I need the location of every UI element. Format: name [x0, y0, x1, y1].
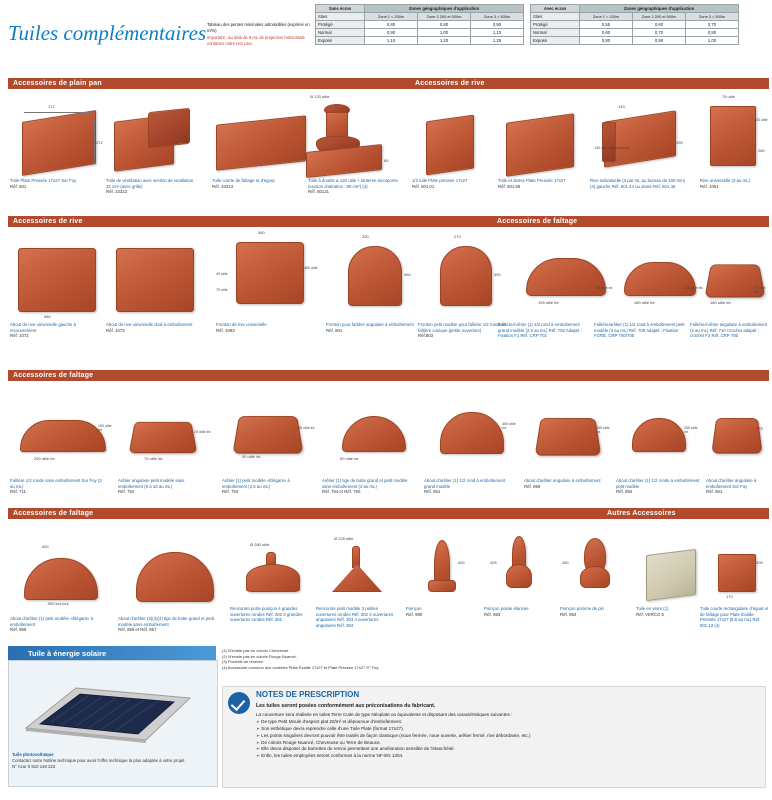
product-caption-861 [706, 478, 770, 495]
dim-label: 335 utile int. [596, 426, 610, 434]
product-ref: Réf. 753 [222, 489, 239, 495]
product-image-50144 [588, 92, 698, 178]
solar-caption-title: Tuile photovoltaïque [12, 752, 54, 757]
product-ref: Réf. 856 et Réf. 857 [118, 627, 157, 633]
notes-item-text: Elle devra disposer de barrettes de renvoi permettant une amélioration sensible de l'étanchéité. [261, 746, 455, 752]
product-ref: Réf. 501.01 [412, 183, 435, 189]
product-image-856 [120, 526, 230, 612]
notes-item-text: De type Petit Moule d'aspect plat 20/m² et dépourvue d'emboîtement. [261, 718, 403, 724]
product-caption-1051 [700, 178, 768, 189]
notes-item-text: Les points singuliers devront pouvoir être traités de façon classique (noue fermée, noue ouverte, arêtier fermé, rive débordante, etc.) [261, 732, 531, 738]
dim-label: 180 utile int. [710, 300, 732, 305]
product-image-803 [420, 228, 510, 320]
footnote-4: (4) Accessoire commun aux modèles Plate Écaille 17x27 et Plate Pressée 17x27 S° Foy. [222, 664, 380, 670]
product-image-710 [700, 230, 770, 322]
table-sans-title: Sans écran [316, 5, 365, 13]
dim-label: 230 utile [754, 118, 768, 122]
cell: 0,90 [365, 29, 418, 37]
product-image-983 [484, 522, 560, 614]
dim-label: 40 utile int. [242, 454, 262, 459]
section-bar-rive-1: Accessoires de rive [410, 78, 769, 89]
dim-label: Ø 120 utile [310, 94, 330, 99]
dim-label: 140 utile devant tenon [594, 146, 630, 150]
product-ref: Réf.803 [418, 333, 434, 339]
pente-note-heading: Tableau des pentes minimales admissibles (exprimé en m/m) [207, 22, 310, 33]
product-name: Tuile en verre (1) [636, 606, 669, 611]
cell: 0,70 [633, 29, 686, 37]
product-caption-700 [594, 322, 686, 339]
table-sans-colhead: Sites [316, 13, 365, 21]
table-row [531, 37, 739, 45]
product-name: About d'arêtier angulaire à emboîtement [524, 478, 601, 483]
cell: 0,80 [418, 21, 471, 29]
product-image-711 [10, 386, 116, 476]
product-ref: Réf. 983 [484, 611, 501, 617]
product-name: Tuile courte de faîtage et d'égout [212, 178, 275, 183]
product-name: Fronton pour faîtière angulaire à emboîtement [326, 322, 414, 327]
product-ref: Réf. 984 [560, 611, 577, 617]
product-ref: Réf. 1083 [216, 327, 235, 333]
product-image-980 [406, 522, 482, 614]
product-ref: Réf. 501 [10, 183, 27, 189]
table-avec-col-3: Zone 3 > 500m [686, 13, 739, 21]
page-title: Tuiles complémentaires [8, 21, 207, 45]
product-ref: Réf. 861 [706, 489, 723, 495]
table-row [531, 29, 739, 37]
cell: 0,90 [633, 37, 686, 45]
notes-item: ➢ De coloris Rouge Nuancé, Chevreuse ou Terre de Beauce. [256, 739, 381, 745]
dim-label: 205 [756, 560, 763, 565]
table-sans-group: Zones géographiques d'application [365, 5, 524, 13]
product-image-702 [512, 230, 618, 322]
section-bar-faitage-1: Accessoires de faîtage [492, 216, 769, 227]
cell: 0,55 [580, 21, 633, 29]
product-image-1073 [108, 232, 204, 320]
product-caption-50131 [308, 178, 404, 195]
footnote-2: (2) N'existe pas en coloris Rouge Nuancé. [222, 653, 297, 659]
product-ref: Réf. 754 et Réf. 755 [322, 489, 361, 495]
product-name: About d'arêtier (2)(3)(4) tige de botte grand et petit modèle sans emboîtement [118, 616, 214, 627]
dim-label: 275 [756, 426, 763, 431]
solar-section-header: Tuile à énergie solaire [8, 646, 216, 660]
product-caption-50144 [590, 178, 690, 189]
section-bar-rive-2: Accessoires de rive [8, 216, 493, 227]
product-caption-verco6 [636, 606, 702, 617]
product-caption-710 [690, 322, 770, 339]
dim-label: 200 utile int. [34, 456, 56, 461]
cell: 0,80 [365, 21, 418, 29]
product-caption-753 [222, 478, 314, 495]
product-name: Tuile courte rectangulaire d'égout et de faîtage pour Plate Écaille Pressée 17x27 [5,8 au mL] Réf. 501.13 (4) [700, 606, 769, 628]
product-caption-711 [10, 478, 102, 495]
product-image-1051 [700, 92, 768, 178]
product-image-752 [118, 386, 218, 476]
product-name: Arêtier (1) tige de botte grand et petit modèle sans emboîtement (4 au mL) [322, 478, 408, 489]
table-avec-col-2: Zone 2 200 et 500m [633, 13, 686, 21]
dim-label: Ø 225 utile [334, 536, 354, 541]
product-name: Tuile et demie Plate Pressée 17x27 [498, 178, 566, 183]
product-image-801 [326, 228, 418, 320]
product-image-753 [222, 386, 322, 476]
product-name: Faîtière/Arêtier angulaire à emboîtement (3 au mL) Réf. 710 Crochet adapté : crochet F3 Réf. CRP 705 [690, 322, 768, 339]
solar-panel-image [18, 672, 198, 744]
notes-item: ➢ De type Petit Moule d'aspect plat 20/m² et dépourvue d'emboîtement. [256, 718, 403, 724]
product-name: Fronton de rive universelle [216, 322, 267, 327]
table-row [531, 21, 739, 29]
product-caption-33322 [106, 178, 198, 195]
dim-label: 360 [258, 230, 265, 235]
dim-label: 77 utile int. [754, 286, 766, 294]
dim-label: 460 utile [304, 266, 318, 270]
dim-label: 260 [758, 148, 765, 153]
dim-label: 425 [490, 560, 497, 565]
product-ref: Réf. 801 [326, 327, 343, 333]
product-name: About d'arêtier (1) 1/2 ronde à emboîtement petit modèle [616, 478, 700, 489]
dim-label: 400 [42, 544, 49, 549]
product-caption-851 [424, 478, 516, 495]
cell: 0,90 [471, 21, 524, 29]
cell: 0,80 [580, 37, 633, 45]
product-caption-702 [498, 322, 590, 339]
notes-item-text: Enfin, les tuiles employées seront conformes à la norme NF-EN 1304. [261, 753, 404, 759]
product-caption-856 [118, 616, 214, 633]
product-name: Tuile Plate Pressée 17x27 Sur Foy [10, 178, 77, 183]
product-name: Rencontre porte poinçon 4 grandes ouvertures rondes Réf. 302 3 grandes ouvertures rondes Réf. 301 [230, 606, 303, 623]
dim-label: 350 [494, 272, 501, 277]
product-image-984 [560, 522, 638, 614]
product-name: Rive universelle (3 au mL) [700, 178, 750, 183]
product-ref: Réf. VERCO 6 [636, 611, 664, 617]
product-caption-855 [10, 616, 102, 633]
product-name: Poinçon [406, 606, 422, 611]
pente-table-note [207, 22, 311, 47]
product-name: Poinçon pointe élancée [484, 606, 529, 611]
cell: 1,25 [471, 37, 524, 45]
product-caption-50101 [412, 178, 492, 189]
product-caption-754 [322, 478, 414, 495]
product-caption-752 [118, 478, 210, 495]
section-bar-plain-pan: Accessoires de plain pan [8, 78, 411, 89]
table-row [316, 37, 524, 45]
product-caption-859 [524, 478, 612, 489]
product-caption-980 [406, 606, 476, 617]
product-name: About d'arêtier (1) petit modèle «Élégant» à emboîtement [10, 616, 93, 627]
notes-item-text: Son esthétique devra reprendre celle d'une Tuile Plate (format 17x27). [261, 725, 404, 731]
product-image-700 [612, 230, 708, 322]
section-bar-autres: Autres Accessoires [602, 508, 769, 519]
dim-label: 70 utile int. [144, 456, 164, 461]
dim-label: 290 [362, 234, 369, 239]
product-image-861 [706, 386, 770, 476]
product-caption-50113 [700, 606, 770, 628]
product-ref: Réf. 33322 [106, 189, 128, 195]
notes-body [256, 712, 756, 760]
product-image-302 [232, 526, 324, 612]
section-bar-faitage-2: Accessoires de faîtage [8, 370, 769, 381]
notes-item: ➢ Enfin, les tuiles employées seront conformes à la norme NF-EN 1304. [256, 753, 404, 759]
product-caption-983 [484, 606, 554, 617]
cell: 1,20 [418, 37, 471, 45]
dim-label: 50 utile int. [340, 456, 360, 461]
table-avec-ecran [530, 4, 739, 45]
product-ref: Réf. 850 [616, 489, 633, 495]
dim-label: 270 [454, 234, 461, 239]
dim-label: 450 [562, 560, 569, 565]
product-ref: Réf. 851 [424, 489, 441, 495]
product-ref: Réf. 859 [524, 483, 541, 489]
row-label: Protégé [531, 21, 580, 29]
product-caption-850 [616, 478, 704, 495]
product-caption-302 [230, 606, 308, 623]
notes-item: ➢ Les points singuliers devront pouvoir être traités de façon classique (noue fermée, noue ouverte, arêtier fermé, rive débordante, etc.) [256, 732, 531, 738]
dim-label: 195 utile int. [538, 300, 560, 305]
product-ref: Réf. 50131 [308, 189, 330, 195]
table-avec-title: Avec écran [531, 5, 580, 13]
product-name: About de rive universelle droit à emboîtement [106, 322, 193, 327]
product-image-50113 [706, 526, 770, 614]
row-label: Protégé [316, 21, 365, 29]
table-sans-col-2: Zone 2 200 et 500m [418, 13, 471, 21]
product-name: Faîtière/Arêtier (1) 1/2 rond à emboîtement grand modèle (2,5 au mL) Réf. 702 Adapté : Fixation F1 Réf. CRP 702 [498, 322, 582, 339]
cell: 0,60 [633, 21, 686, 29]
product-image-851 [424, 386, 520, 476]
product-caption-303 [316, 606, 394, 628]
notes-subtitle: Les tuiles seront posées conformément aux préconisations du fabricant. [256, 703, 436, 709]
row-label: Exposé [316, 37, 365, 45]
cell: 0,60 [580, 29, 633, 37]
product-image-859 [524, 386, 616, 476]
table-sans-col-1: Zone 1 < 200m [365, 13, 418, 21]
product-ref: Réf. 33313 [212, 183, 234, 189]
cell: 1,00 [418, 29, 471, 37]
dim-label: 85 [384, 158, 389, 163]
table-avec-col-1: Zone 1 < 200m [580, 13, 633, 21]
footnote-3: (3) Produits de revente. [222, 659, 264, 665]
table-row [316, 29, 524, 37]
product-ref: Réf. 1072 [10, 333, 29, 339]
cell: 0,70 [686, 21, 739, 29]
solar-phone: N° Azur 0 810 148 223 [12, 763, 56, 769]
notes-item: ➢ Elle devra disposer de barrettes de renvoi permettant une amélioration sensible de l'étanchéité. [256, 746, 455, 752]
product-image-33313 [212, 96, 308, 176]
product-name: Tuile à double ø 120 utile + lanterne incorporée (section d'aération : 80 cm²) (4) [308, 178, 399, 189]
section-bar-faitage-3: Accessoires de faîtage [8, 508, 603, 519]
product-caption-1073 [106, 322, 198, 333]
product-image-50195 [498, 96, 588, 176]
product-image-50101 [412, 96, 492, 176]
dim-label: 360 [404, 272, 411, 277]
notes-item: ➢ Son esthétique devra reprendre celle d'une Tuile Plate (format 17x27). [256, 725, 404, 731]
product-name: Faîtière/arêtier (1) 1/2 rond à emboîtement petit modèle (3 au mL) Réf. 700 Adapté : Fixation FGRÉ. CRP 700/706 [594, 322, 685, 339]
product-name: 1/2 tuile Plate pressée 17x27 [412, 178, 468, 183]
product-ref: Réf. 752 [118, 489, 135, 495]
product-name: About d'arêtier angulaire à emboîtement Sur Foy [706, 478, 757, 489]
product-caption-803 [418, 322, 508, 339]
footnote-1: (1) N'existe pas en coloris Chevreuse. [222, 648, 290, 653]
footnotes [222, 648, 482, 670]
product-name: About d'arêtier (1) 1/2 rond à emboîtement grand modèle [424, 478, 506, 489]
cell: 0,80 [686, 29, 739, 37]
product-ref: Réf. 980 [406, 611, 423, 617]
check-icon [228, 692, 250, 714]
row-label: Normal [316, 29, 365, 37]
dim-label: 90 utile int. [298, 426, 316, 430]
dim-label: 190 [676, 140, 683, 145]
dim-label: 50 utile int. [686, 286, 704, 290]
notes-title: NOTES DE PRESCRIPTION [256, 690, 360, 699]
dim-label: 400 [458, 560, 465, 565]
product-name: Poinçon pomme de pin [560, 606, 604, 611]
notes-item-text: De coloris Rouge Nuancé, Chevreuse ou Terre de Beauce. [261, 739, 381, 745]
notes-intro: La couverture sera réalisée en tuiles Terre Cuite de type Néoplate ou équivalente et disposant des caractéristiques suivantes : [256, 712, 513, 717]
table-sans-col-3: Zone 3 > 500m [471, 13, 524, 21]
product-name: About de rive universelle gauche à recouvrement [10, 322, 76, 333]
cell: 1,00 [686, 37, 739, 45]
dim-label: 400 utile int. [502, 422, 516, 430]
dim-label: 70 utile [216, 288, 228, 292]
product-ref: Réf. 855 [10, 627, 27, 633]
product-name: Faîtière 1/2 ronde sans emboîtement Sur Foy (3 au mL) [10, 478, 102, 489]
solar-caption-text: Contactez notre hotline technique pour avoir l'offre technique la plus adaptée à votre projet. [12, 757, 186, 763]
product-name: Rencontre petit modèle 3 petites ouvertures rondes Réf. 302 3 ouvertures angulaires Réf. 303 4 ouvertures angulaires Réf. 304 [316, 606, 394, 628]
product-caption-1083 [216, 322, 308, 333]
dim-label: Ø 280 utile [250, 542, 270, 547]
dim-label: 143 [618, 104, 625, 109]
dim-label: 365 hors tout [47, 602, 69, 606]
dim-label: 25 utile int. [194, 430, 212, 434]
product-ref: Réf. 711 [10, 489, 26, 495]
row-label: Normal [531, 29, 580, 37]
product-image-855 [10, 526, 116, 612]
table-sans-ecran [315, 4, 524, 45]
dim-label: 63 utile int. [596, 286, 614, 290]
product-name: Arêtier angulaire petit modèle sans emboîtement (9 à 10 au mL) [118, 478, 185, 489]
product-name: Rive individuelle (3 par mL au bureau de 100 mm) (4) gauche Réf. 501.44 ou droite Réf. 501.45 [590, 178, 686, 189]
product-caption-1072 [10, 322, 100, 339]
product-caption-501 [10, 178, 102, 189]
product-image-50131 [300, 92, 400, 178]
product-image-303 [318, 526, 410, 612]
product-ref: Réf. 1073 [106, 327, 125, 333]
dim-label: 75 utile [722, 94, 735, 99]
table-avec-group: Zones géographiques d'application [580, 5, 739, 13]
product-name: Fronton petit modèle pour faîtière 1/2 ronde et faîtière conique (petite ouverture) [418, 322, 506, 333]
dim-label: 100 utile int. [98, 424, 112, 432]
product-image-1083 [214, 228, 326, 320]
table-row [316, 21, 524, 29]
dim-label: 40 utile [216, 272, 228, 276]
product-image-850 [620, 386, 706, 476]
product-image-1072 [10, 232, 106, 320]
product-caption-984 [560, 606, 630, 617]
pente-note-warning: Important : au delà de 8 mL de projection horizontale contacter notre Hot Line. [207, 35, 305, 47]
product-caption-801 [326, 322, 414, 333]
dim-label: 170 [726, 594, 733, 599]
product-ref: Réf. 1051 [700, 183, 719, 189]
solar-panel-svg [18, 672, 198, 744]
dim-label: 335 utile int. [684, 426, 698, 434]
product-name: Arêtier (1) petit modèle «Élégant» à emboîtement (2,5 au mL) [222, 478, 290, 489]
cell: 1,10 [471, 29, 524, 37]
cell: 1,10 [365, 37, 418, 45]
product-ref: Réf. 501.95 [498, 183, 521, 189]
product-caption-33313 [212, 178, 304, 189]
dim-label: 180 utile int. [634, 300, 656, 305]
product-image-verco6 [636, 526, 706, 614]
solar-caption [12, 752, 212, 769]
row-label: Exposé [531, 37, 580, 45]
product-name: Tuile de ventilation avec section de ventilation 32 cm² (avec grille) [106, 178, 194, 189]
dim-label: 360 [44, 314, 51, 319]
product-image-33322 [108, 96, 204, 176]
product-image-501: 172 272 [10, 96, 106, 176]
product-caption-50195 [498, 178, 584, 189]
product-image-754 [322, 386, 422, 476]
table-avec-colhead: Sites [531, 13, 580, 21]
